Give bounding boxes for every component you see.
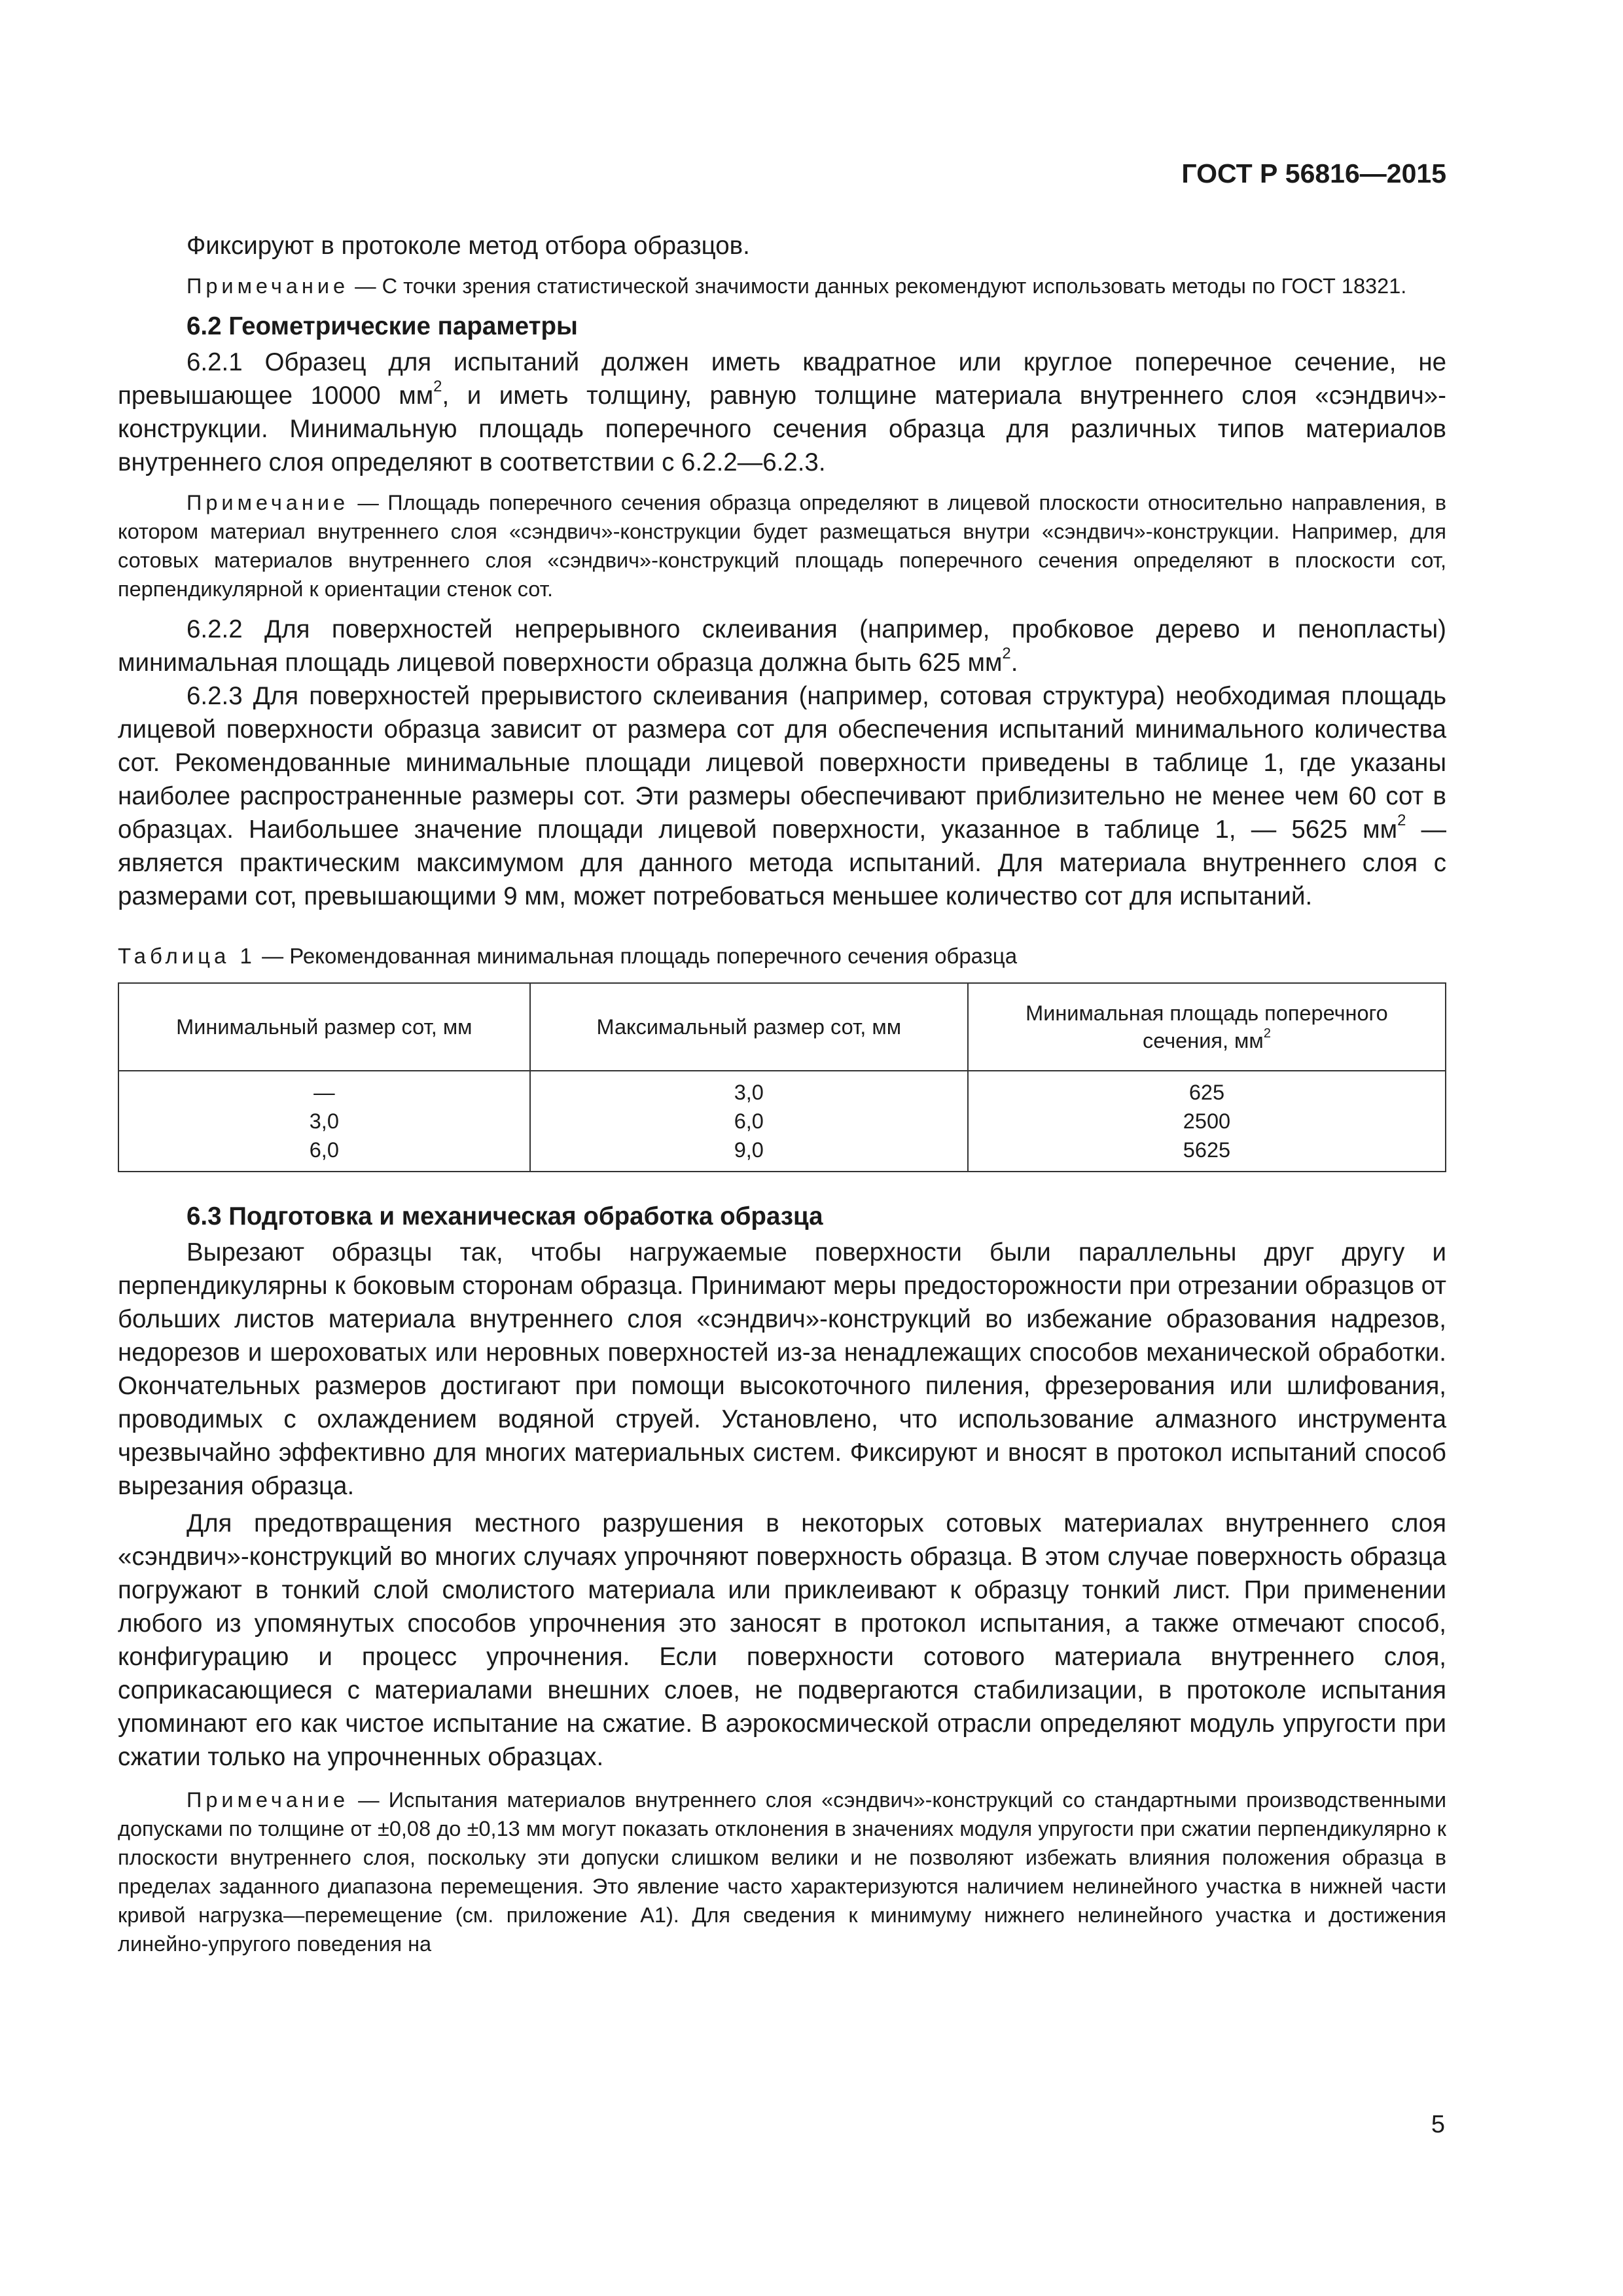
- table-caption: [118, 942, 1446, 971]
- paragraph-6-3-b: Для предотвращения местного разрушения в некоторых сотовых материалах внутреннего слоя «сэндвич»-конструкций во многих случаях упрочняют поверхность образца. В этом случае поверхность образца погружают в тонкий слой смолистого материала или приклеивают к образцу тонкий лист. При применении любого из упомянутых способов упрочнения это заносят в протокол испытания, а также отмечают способ, конфигурацию и процесс упрочнения. Если поверхности сотового материала внутреннего слоя, соприкасающиеся с материалами внешних слоев, не подвергаются стабилизации, в протоколе испытания упоминают его как чистое испытание на сжатие. В аэрокосмической отрасли определяют модуль упругости при сжатии только на упрочненных образцах.: [118, 1509, 1446, 1771]
- section-6-3-heading: 6.3 Подготовка и механическая обработка образца: [187, 1202, 823, 1230]
- cell-area: 2500: [968, 1107, 1446, 1136]
- paragraph-6-2-3: [118, 679, 1446, 913]
- table-label: Таблица 1: [118, 944, 256, 968]
- cell-min: 3,0: [118, 1107, 530, 1136]
- page-content: [118, 229, 1446, 1958]
- intro-paragraph: Фиксируют в протоколе метод отбора образцов.: [187, 232, 750, 260]
- superscript: 2: [1263, 1026, 1271, 1041]
- standard-code-header: ГОСТ Р 56816—2015: [1181, 158, 1446, 188]
- note-text: — С точки зрения статистической значимости данных рекомендуют использовать методы по ГОСТ 18321.: [349, 274, 1407, 298]
- note-label: Примечание: [187, 1788, 349, 1812]
- table-header-row: [118, 983, 1446, 1071]
- table-header-min: Минимальный размер сот, мм: [118, 983, 530, 1071]
- text-part: 6.2.3 Для поверхностей прерывистого склеивания (например, сотовая структура) необходимая площадь лицевой поверхности образца зависит от размера сот для обеспечения испытаний минимального количества сот. Рекомендованные минимальные площади лицевой поверхности приведены в таблице 1, где указаны наиболее распространенные размеры сот. Эти размеры обеспечивают приблизительно не менее чем 60 сот в образцах. Наибольшее значение площади лицевой поверхности, указанное в таблице 1, — 5625 мм: [118, 682, 1446, 844]
- note-label: Примечание: [187, 274, 349, 298]
- text-part: 6.2.1 Образец для испытаний должен иметь квадратное или круглое поперечное сечение, не превышающее 10000 мм: [118, 348, 1446, 410]
- cell-max: 9,0: [530, 1136, 968, 1172]
- note-label: Примечание: [187, 491, 349, 514]
- text-part: 6.2.2 Для поверхностей непрерывного склеивания (например, пробковое дерево и пенопласты) минимальная площадь лицевой поверхности образца должна быть 625 мм: [118, 615, 1446, 677]
- text-part: , и иметь толщину, равную толщине материала внутреннего слоя «сэндвич»-конструкции. Минимальную площадь поперечного сечения образца для различных типов материалов внутреннего слоя определяют в соответствии с 6.2.2—6.2.3.: [118, 382, 1446, 476]
- cell-area: 5625: [968, 1136, 1446, 1172]
- text-part: .: [1010, 649, 1018, 677]
- note-text: — Испытания материалов внутреннего слоя «сэндвич»-конструкций со стандартными производственными допусками по толщине от ±0,08 до ±0,13 мм могут показать отклонения в значениях модуля упругости при сжатии перпендикулярно к плоскости внутреннего слоя, поскольку эти допуски слишком велики и не позволяют избежать влияния положения образца в пределах заданного диапазона перемещения. Это явление часто характеризуются наличием нелинейного участка в нижней части кривой нагрузка—перемещение (см. приложение А1). Для сведения к минимуму нижнего нелинейного участка и достижения линейно-упругого поведения на: [118, 1788, 1446, 1956]
- table-row: [118, 1107, 1446, 1136]
- text-part: Минимальная площадь поперечного сечения, мм: [1026, 1001, 1388, 1052]
- table-1: [118, 982, 1446, 1172]
- text-part: — является практическим максимумом для данного метода испытаний. Для материала внутреннего слоя с размерами сот, превышающими 9 мм, может потребоваться меньшее количество сот для испытаний.: [118, 816, 1446, 910]
- section-6-2-heading: 6.2 Геометрические параметры: [187, 312, 578, 340]
- superscript: 2: [433, 377, 442, 395]
- table-row: [118, 1071, 1446, 1107]
- table-header-area: [968, 983, 1446, 1071]
- table-title: — Рекомендованная минимальная площадь поперечного сечения образца: [255, 944, 1018, 968]
- note-1: [118, 272, 1446, 300]
- cell-min: 6,0: [118, 1136, 530, 1172]
- paragraph-6-2-2: [118, 613, 1446, 679]
- cell-max: 6,0: [530, 1107, 968, 1136]
- table-row: [118, 1136, 1446, 1172]
- superscript: 2: [1002, 644, 1011, 662]
- note-3: [118, 1785, 1446, 1958]
- cell-min: —: [118, 1071, 530, 1107]
- note-text: — Площадь поперечного сечения образца определяют в лицевой плоскости относительно направления, в котором материал внутреннего слоя «сэндвич»-конструкции будет размещаться внутри «сэндвич»-конструкции. Например, для сотовых материалов внутреннего слоя «сэндвич»-конструкций площадь поперечного сечения определяют в плоскости сот, перпендикулярной к ориентации стенок сот.: [118, 491, 1446, 601]
- superscript: 2: [1397, 811, 1406, 829]
- cell-area: 625: [968, 1071, 1446, 1107]
- page-number: 5: [1431, 2111, 1445, 2138]
- note-2: [118, 488, 1446, 603]
- cell-max: 3,0: [530, 1071, 968, 1107]
- paragraph-6-2-1: [118, 346, 1446, 479]
- paragraph-6-3-a: Вырезают образцы так, чтобы нагружаемые поверхности были параллельны друг другу и перпендикулярны к боковым сторонам образца. Принимают меры предосторожности при отрезании образцов от больших листов материала внутреннего слоя «сэндвич»-конструкций во избежание образования надрезов, недорезов и шероховатых или неровных поверхностей из-за ненадлежащих способов механической обработки. Окончательных размеров достигают при помощи высокоточного пиления, фрезерования или шлифования, проводимых с охлаждением водяной струей. Установлено, что использование алмазного инструмента чрезвычайно эффективно для многих материальных систем. Фиксируют и вносят в протокол испытаний способ вырезания образца.: [118, 1238, 1446, 1500]
- table-header-max: Максимальный размер сот, мм: [530, 983, 968, 1071]
